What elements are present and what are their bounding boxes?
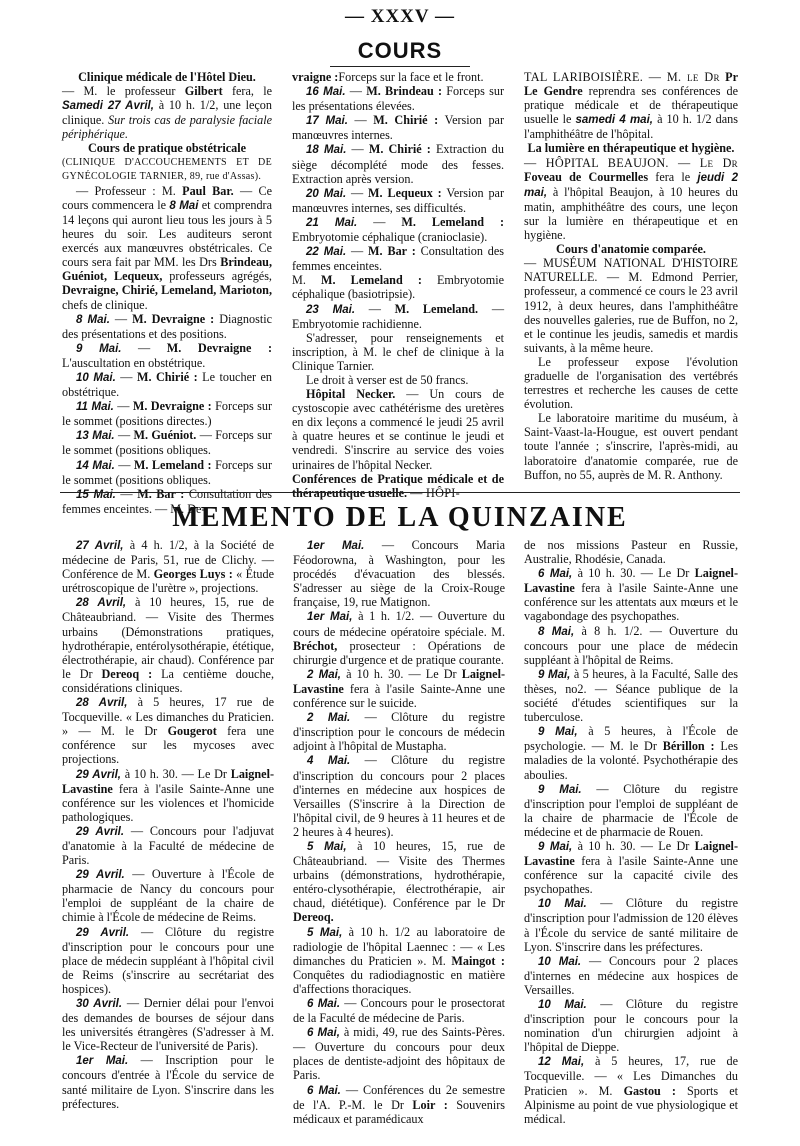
cours-column-1 [62, 70, 272, 516]
memento-entry: 1er Mai. — Inscription pour le concours d'entrée à l'École du service de santé militaire de Lyon. S'inscrire dans les préfectures. [62, 1053, 274, 1111]
section-divider [60, 492, 740, 493]
memento-entry: 30 Avril. — Dernier délai pour l'envoi des demandes de bourses de séjour dans les universités étrangères (S'adresser à M. le Vice-Recteur de l'université de Paris). [62, 996, 274, 1054]
lecon-14-mai: 14 Mai. — M. Lemeland : Forceps sur le sommet (positions obliques. [62, 457, 273, 487]
anatomie-heading: Cours d'anatomie comparée. [556, 242, 706, 257]
lecon-8-mai: 8 Mai. — M. Devraigne : Diagnostic des présentations et des positions. [62, 311, 273, 341]
cours-column-2 [292, 70, 504, 500]
cours-column-3 [524, 70, 738, 482]
memento-entry: 9 Mai, à 10 h. 30. — Le Dr Laignel-Lavastine fera à l'asile Sainte-Anne une conférence sur la capacité civile des psychopathes. [524, 838, 739, 897]
lecon-16-mai: 16 Mai. — M. Brindeau : Forceps sur les présentations élevées. [292, 84, 504, 114]
necker-paragraph: Hôpital Necker. — Un cours de cystoscopie avec cathétérisme des uretères en dix leçons a commencé le jeudi 25 avril à quatre heures et se continue le jeudi et vendredi. S'inscrire au service des voies urinaires de l'hôpital Necker. [292, 387, 505, 472]
memento-entry: 6 Mai. — Conférences du 2e semestre de l'A. P.-M. le Dr Loir : Souvenirs médicaux et paramédicaux [293, 1082, 505, 1126]
memento-entry: 6 Mai. — Concours pour le prosectorat de la Faculté de médecine de Paris. [293, 996, 505, 1026]
memento-entry: 29 Avril. — Clôture du registre d'inscription pour le concours pour une place de médecin suppléant à l'hôpital civil de Reims (s'inscrire au secrétariat des hospices). [62, 924, 275, 996]
lecon-13-mai: 13 Mai. — M. Guéniot. — Forceps sur le sommet (positions obliques. [62, 428, 272, 458]
memento-column-1 [62, 538, 274, 1111]
memento-entry: 12 Mai, à 5 heures, 17, rue de Tocqueville. — « Les Dimanches du Praticien ». M. Gastou : Sports et Alpinisme au point de vue physiologique et médical. [524, 1054, 739, 1126]
memento-entry: 4 Mai. — Clôture du registre d'inscription du concours pour 2 places d'internes en médecine aux hospices de Versailles (S'inscrire à la Direction de l'hôpital civil, de 9 heures à 11 heures et de 2 heures à 4 heures). [293, 753, 505, 839]
memento-entry: 29 Avril. — Ouverture à l'École de pharmacie de Nancy du concours pour l'emploi de suppléant de la chaire de chimie à l'École de médecine de Reims. [62, 867, 274, 925]
title-underline [330, 66, 470, 67]
section-title-cours: COURS [357, 38, 443, 63]
lecon-15-mai: 15 Mai. — M. Bar : Consultation des femmes enceintes. — M. De- [62, 486, 273, 516]
memento-entry: 6 Mai, à midi, 49, rue des Saints-Pères. — Ouverture du concours pour deux places de dentiste-adjoint des hôpitaux de Paris. [293, 1025, 505, 1083]
anatomie-paragraph: — MUSÉUM NATIONAL D'HISTOIRE NATURELLE. — M. Edmond Perrier, professeur, a commencé ce cours le 23 avril 1912, à deux heures, dans l'amphithéâtre des nouvelles galeries, rue de Buffon, no 2, et le continue les jeudis, samedis et mardis suivants, à la même heure. [524, 256, 738, 355]
anatomie-laboratoire: Le laboratoire maritime du muséum, à Saint-Vaast-la-Hougue, est ouvert pendant toute l'année ; s'inscrire, l'après-midi, au laboratoire d'anatomie comparée, rue de Buffon, no 55, auprès de M. R. Anthony. [524, 411, 738, 482]
memento-entry: 2 Mai. — Clôture du registre d'inscription pour le concours de médecin adjoint à l'hôpital de Mustapha. [293, 710, 505, 754]
lecon-22-mai: 22 Mai. — M. Bar : Consultation des femmes enceintes. [292, 244, 505, 274]
lecon-11-mai: 11 Mai. — M. Devraigne : Forceps sur le sommet (positions directes.) [62, 399, 273, 429]
memento-entry: 1er Mai, à 1 h. 1/2. — Ouverture du cours de médecine opératoire spéciale. M. Bréchot, prosecteur : Opérations de chirurgie d'urgence et de pratique courante. [293, 609, 506, 667]
memento-entry: 27 Avril, à 4 h. 1/2, à la Société de médecine de Paris, 51, rue de Clichy. — Conférence de M. Georges Luys : « Étude urétroscopique de l'urètre », projections. [62, 538, 275, 596]
lumiere-heading: La lumière en thérapeutique et hygiène. [527, 141, 735, 156]
lecon-18-mai: 18 Mai. — M. Chirié : Extraction du siège décomplété mode des fesses. Extraction après version. [292, 142, 504, 186]
memento-entry: 9 Mai, à 5 heures, à la Faculté, Salle des thèses, no2. — Séance publique de la société d'études scientifiques sur la tuberculose. [524, 666, 738, 725]
clinique-heading: Clinique médicale de l'Hôtel Dieu. [78, 70, 256, 84]
tarnier-droit: Le droit à verser est de 50 francs. [306, 372, 469, 387]
memento-entry: 28 Avril, à 5 heures, 17 rue de Tocqueville. « Les dimanches du Praticien. » — M. le Dr Gougerot fera une conférence sur les mycoses avec projections. [62, 695, 275, 767]
lariboisiere-paragraph: TAL LARIBOISIÈRE. — M. le Dr Pr Le Gendre reprendra ses conférences de pratique médicale et de thérapeutique usuelle le samedi 4 mai, à 10 h. 1/2 dans l'amphithéâtre de l'hôpital. [524, 70, 739, 142]
memento-entry-suite: de nos missions Pasteur en Russie, Australie, Rhodésie, Canada. [524, 538, 738, 567]
memento-title: MEMENTO DE LA QUINZAINE [172, 502, 628, 533]
lecon-21-mai: 21 Mai. — M. Lemeland : Embryotomie céphalique (cranioclasie). [292, 214, 505, 245]
memento-entry: 8 Mai, à 8 h. 1/2. — Ouverture du concours pour une place de médecin suppléant à l'hôpital de Reims. [524, 623, 739, 667]
memento-entry: 29 Avril, à 10 h. 30. — Le Dr Laignel-Lavastine fera à l'asile Sainte-Anne une conférence sur les violences et l'homicide pathologiques. [62, 766, 275, 824]
memento-entry: 10 Mai. — Concours pour 2 places d'internes en médecine aux hospices de Versailles. [524, 953, 739, 997]
lumiere-paragraph: — HÔPITAL BEAUJON. — Le Dr Foveau de Courmelles fera le jeudi 2 mai, à l'hôpital Beaujon, à 10 heures du matin, amphithéâtre des cours, une leçon sur la lumière en thérapeutique et en hygiène. [524, 155, 739, 243]
memento-entry: 6 Mai, à 10 h. 30. — Le Dr Laignel-Lavastine fera à l'asile Sainte-Anne une conférence sur les attentats aux mœurs et le vagabondage des psychopathes. [524, 566, 739, 624]
lecon-10-mai: 10 Mai. — M. Chirié : Le toucher en obstétrique. [62, 369, 273, 400]
memento-entry: 29 Avril. — Concours pour l'adjuvat d'anatomie à la Faculté de médecine de Paris. [62, 823, 274, 868]
lecon-22-mai-b: M. M. Lemeland : Embryotomie céphalique (basiotripsie). [292, 273, 505, 302]
conferences-heading: Conférences de Pratique médicale et de thérapeutique usuelle. — HÔPI- [292, 471, 504, 500]
obstetrique-paragraph: — Professeur : M. Paul Bar. — Ce cours commencera le 8 Mai et comprendra 14 leçons qui auront lieu tous les jours à 5 heures du soir. Les auditeurs seront exercés aux manœuvres obstétricales. Ce cours sera fait par MM. les Drs Brindeau, Guéniot, Lequeux, professeurs agrégés, Devraigne, Chirié, Lemeland, Marioton, chefs de clinique. [62, 183, 273, 312]
lecon-9-mai: 9 Mai. — M. Devraigne : L'auscultation en obstétrique. [62, 340, 272, 370]
memento-column-2 [293, 538, 505, 1126]
lecon-15-mai-suite: vraigne :Forceps sur la face et le front. [292, 70, 484, 84]
obstetrique-heading: Cours de pratique obstétricale [87, 141, 247, 156]
clinique-paragraph: — M. le professeur Gilbert fera, le Samedi 27 Avril, à 10 h. 1/2, une leçon clinique. Sur trois cas de paralysie faciale périphérique. [62, 84, 273, 142]
memento-entry: 2 Mai, à 10 h. 30. — Le Dr Laignel-Lavastine fera à l'asile Sainte-Anne une conférence sur le suicide. [293, 666, 506, 711]
page-number: — XXXV — [344, 6, 456, 27]
anatomie-evolution: Le professeur expose l'évolution graduelle de l'organisation des vertébrés terrestres et recherche les causes de cette évolution. [524, 354, 738, 412]
lecon-23-mai: 23 Mai. — M. Lemeland. — Embryotomie rachidienne. [292, 301, 505, 331]
tarnier-adresser: S'adresser, pour renseignements et inscription, à M. le chef de clinique à la Clinique Tarnier. [292, 330, 504, 373]
memento-entry: 5 Mai, à 10 heures, 15, rue de Châteaubriand. — Visite des Thermes urbains (démonstrations, hydrothérapie, entéro-clysothérapie, électrothérapie, air chaud, diététique). Conférence par le Dr Dereoq. [293, 838, 505, 925]
memento-entry: 5 Mai, à 10 h. 1/2 au laboratoire de radiologie de l'hôpital Laennec : — « Les dimanches du Praticien ». M. Maingot : Conquêtes du radiodiagnostic en matière d'affections thoraciques. [293, 924, 505, 996]
memento-entry: 9 Mai, à 5 heures, à l'École de psychologie. — M. le Dr Bérillon : Les maladies de la volonté. Psychothérapie des aboulies. [524, 724, 739, 782]
memento-entry: 1er Mai. — Concours Maria Féodorowna, à Washington, pour les procédés d'évacuation des blessés. S'adresser au siège de la Croix-Rouge française, 19, rue Matignon. [293, 538, 506, 610]
memento-entry: 10 Mai. — Clôture du registre d'inscription pour le concours pour la nomination d'un chirurgien adjoint à l'hôpital de Dieppe. [524, 997, 739, 1055]
memento-entry: 9 Mai. — Clôture du registre d'inscription pour l'emploi de suppléant de la chaire de pharmacie de l'École de médecine et de pharmacie de Rouen. [524, 781, 738, 839]
obstetrique-subheading: (CLINIQUE D'ACCOUCHEMENTS ET DE GYNÉCOLOGIE TARNIER, 89, rue d'Assas). [62, 156, 272, 182]
memento-column-3 [524, 538, 738, 1126]
lecon-17-mai: 17 Mai. — M. Chirié : Version par manœuvres internes. [292, 113, 505, 143]
memento-entry: 10 Mai. — Clôture du registre d'inscription pour l'admission de 120 élèves à l'École du service de santé militaire de Lyon. S'inscrire dans les préfectures. [524, 896, 739, 954]
lecon-20-mai: 20 Mai. — M. Lequeux : Version par manœuvres internes, ses difficultés. [292, 185, 505, 215]
memento-entry: 28 Avril, à 10 heures, 15, rue de Châteaubriand. — Visite des Thermes urbains (Démonstrations pratiques, hydrothérapie, entérolysothérapie, ététique, électrothérapie, air chaud). Conférence par le Dr Dereoq : La centième douche, considérations cliniques. [62, 595, 275, 695]
